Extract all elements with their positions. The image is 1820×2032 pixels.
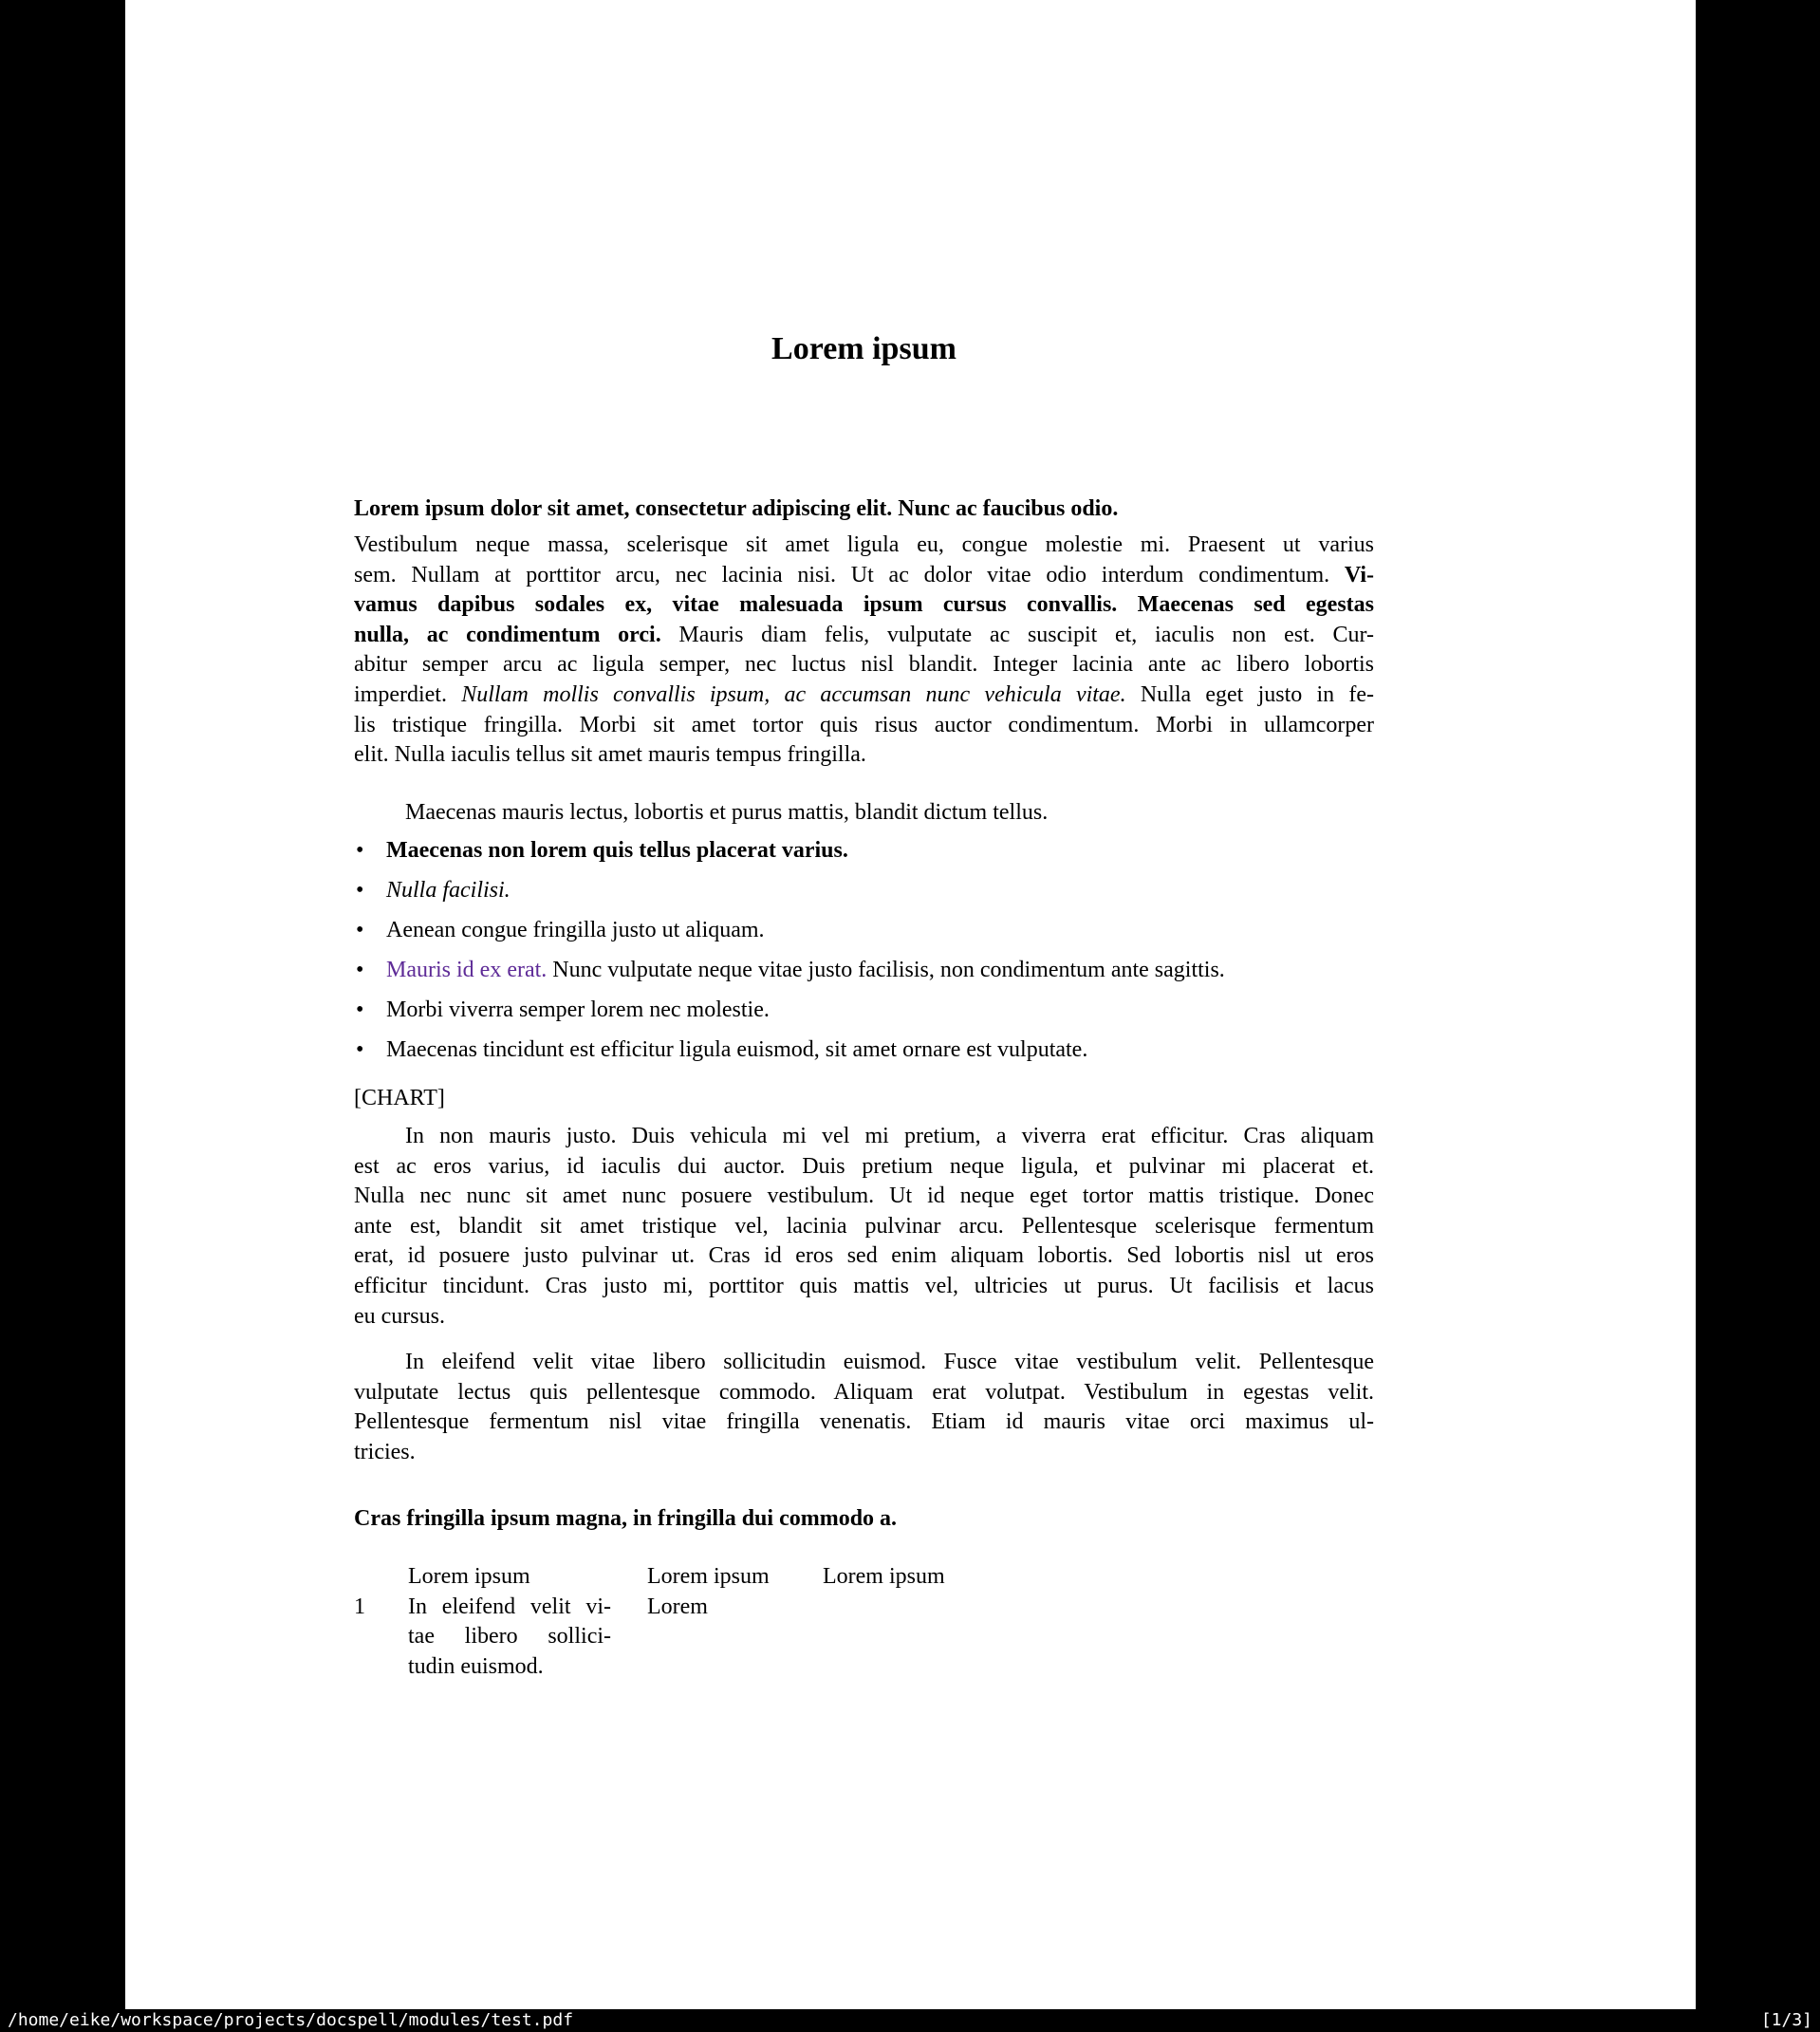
bullet-item-5 [354,996,1374,1026]
indented-paragraph-line: Maecenas mauris lectus, lobortis et purus mattis, blandit dictum tellus. [405,800,1049,825]
table-column-2 [647,1562,837,1622]
section-heading-1: Lorem ipsum dolor sit amet, consectetur adipiscing elit. Nunc ac faucibus odio. [354,496,1119,521]
text-line: abitur semper arcu ac ligula semper, nec luctus nisl blandit. Integer lacinia ante ac libero lobortis [354,652,1374,678]
text-line: tudin euismod. [408,1654,544,1680]
status-bar [0,2009,1820,2032]
bullet-icon: • [356,958,364,982]
text-line: est ac eros varius, id iaculis dui auctor. Duis pretium neque ligula, et pulvinar mi placerat et. [354,1153,1374,1179]
text-line: eu cursus. [354,1303,445,1329]
text-line: Pellentesque fermentum nisl vitae fringilla venenatis. Etiam id mauris vitae orci maximus ul- [354,1409,1374,1435]
text-line: vulputate lectus quis pellentesque commodo. Aliquam erat volutpat. Vestibulum in egestas velit. [354,1379,1374,1405]
table-col3-header: Lorem ipsum [823,1564,945,1589]
table-col2-cell: Lorem [647,1594,708,1619]
status-file-path: /home/eike/workspace/projects/docspell/modules/test.pdf [8,2010,574,2030]
bullet-item-2 [354,876,1374,906]
text-column [354,0,1374,2009]
text-line: tae libero sollici- [408,1624,611,1650]
bullet-item-3 [354,916,1374,946]
text-line: In eleifend velit vitae libero sollicitudin euismod. Fusce vitae vestibulum velit. Pellentesque [405,1350,1374,1374]
bullet-item-text: Maecenas non lorem quis tellus placerat varius. [386,838,848,863]
text-line: lis tristique fringilla. Morbi sit amet tortor quis risus auctor condimentum. Morbi in ullamcorper [354,712,1374,737]
bullet-item-6 [354,1035,1374,1066]
table-col2-header: Lorem ipsum [647,1564,770,1589]
text-line: In eleifend velit vi- [408,1594,611,1619]
text-line: In non mauris justo. Duis vehicula mi vel mi pretium, a viverra erat efficitur. Cras aliquam [405,1124,1374,1148]
table-column-1 [408,1562,611,1683]
bullet-item-text: Morbi viverra semper lorem nec molestie. [386,997,770,1022]
link-mauris-id-ex-erat[interactable]: Mauris id ex erat. [386,958,548,982]
bullet-icon: • [356,878,364,903]
text-line: Nulla nec nunc sit amet nunc posuere vestibulum. Ut id neque eget tortor mattis tristique. Donec [354,1184,1374,1209]
bullet-item-4 [354,956,1374,986]
chart-placeholder: [CHART] [354,1086,445,1110]
bullet-item-1 [354,836,1374,867]
status-page-indicator: [1/3] [1760,2010,1812,2030]
pdf-page [125,0,1696,2009]
bullet-icon: • [356,838,364,863]
bullet-icon: • [356,918,364,942]
text-line: tricies. [354,1439,416,1464]
text-line: imperdiet. Nullam mollis convallis ipsum, ac accumsan nunc vehicula vitae. Nulla eget justo in fe- [354,681,1375,707]
text-line: elit. Nulla iaculis tellus sit amet mauris tempus fringilla. [354,742,866,768]
text-line: efficitur tincidunt. Cras justo mi, porttitor quis mattis vel, ultricies ut purus. Ut facilisis et lacus [354,1273,1374,1298]
document-title: Lorem ipsum [771,331,956,366]
table-row-number: 1 [354,1594,365,1619]
section-heading-2: Cras fringilla ipsum magna, in fringilla dui commodo a. [354,1506,898,1531]
table-col1-header: Lorem ipsum [408,1564,530,1589]
bullet-icon: • [356,1037,364,1062]
bullet-item-text: Nulla facilisi. [386,878,511,903]
text-line: vamus dapibus sodales ex, vitae malesuada ipsum cursus convallis. Maecenas sed egestas [354,592,1374,618]
table-column-3 [823,1562,1012,1593]
text-line: nulla, ac condimentum orci. Mauris diam felis, vulputate ac suscipit et, iaculis non est. Cur- [354,622,1375,647]
paragraph-3 [354,1348,1374,1467]
text-line: sem. Nullam at porttitor arcu, nec lacinia nisi. Ut ac dolor vitae odio interdum condimentum. Vi- [354,562,1374,587]
bullet-item-text: Aenean congue fringilla justo ut aliquam. [386,918,765,942]
bullet-item-text: Mauris id ex erat. Nunc vulputate neque vitae justo facilisis, non condimentum ante sagittis. [386,958,1225,982]
paragraph-1 [354,531,1374,771]
text-line: ante est, blandit sit amet tristique vel, lacinia pulvinar arcu. Pellentesque scelerisque fermentum [354,1213,1374,1239]
paragraph-2 [354,1122,1374,1332]
text-line: Vestibulum neque massa, scelerisque sit amet ligula eu, congue molestie mi. Praesent ut varius [354,532,1374,557]
text-line: erat, id posuere justo pulvinar ut. Cras id eros sed enim aliquam lobortis. Sed lobortis nisl ut eros [354,1243,1374,1269]
bullet-item-text: Maecenas tincidunt est efficitur ligula euismod, sit amet ornare est vulputate. [386,1037,1088,1062]
bullet-icon: • [356,997,364,1022]
table-col1-cell [408,1593,611,1683]
